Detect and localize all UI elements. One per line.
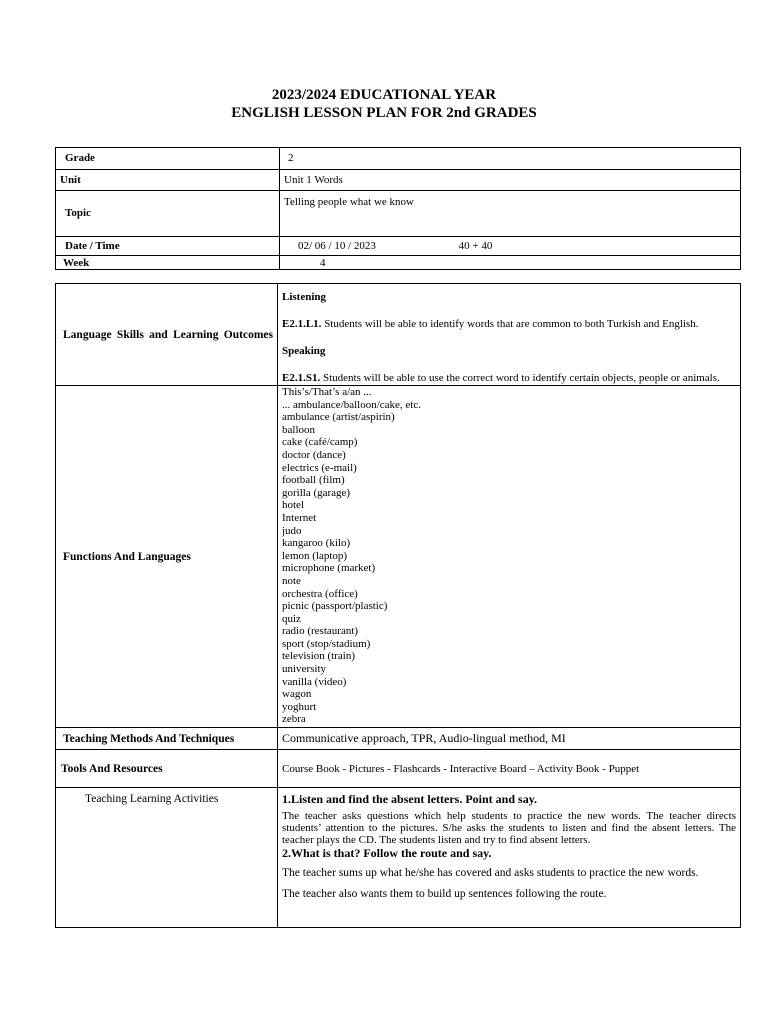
step2-text1: The teacher sums up what he/she has covered and asks students to practice the new words. xyxy=(282,867,699,879)
functions-item: wagon xyxy=(282,688,312,701)
step2-text2: The teacher also wants them to build up sentences following the route. xyxy=(282,888,607,900)
step2-title: 2.What is that? Follow the route and say. xyxy=(282,846,492,860)
functions-item: cake (café/camp) xyxy=(282,436,358,449)
functions-list xyxy=(278,386,741,728)
plan-table xyxy=(55,283,741,928)
skills-label xyxy=(56,284,278,386)
functions-item: ambulance (artist/aspirin) xyxy=(282,411,395,424)
listening-code: E2.1.L1. xyxy=(282,318,322,330)
functions-item: television (train) xyxy=(282,650,356,663)
info-table xyxy=(55,147,741,270)
topic-value: Telling people what we know xyxy=(280,191,741,237)
functions-item: ... ambulance/balloon/cake, etc. xyxy=(282,398,421,411)
functions-item: quiz xyxy=(282,612,301,625)
functions-item: kangaroo (kilo) xyxy=(282,537,351,550)
document-title-line2: ENGLISH LESSON PLAN FOR 2nd GRADES xyxy=(231,105,537,121)
functions-label: Functions And Languages xyxy=(56,386,278,728)
speaking-outcome xyxy=(282,371,736,385)
functions-item: microphone (market) xyxy=(282,562,376,575)
functions-item: hotel xyxy=(282,499,304,512)
functions-item: doctor (dance) xyxy=(282,448,346,461)
functions-item: judo xyxy=(282,524,302,537)
functions-item: lemon (laptop) xyxy=(282,549,348,562)
functions-item: zebra xyxy=(282,713,306,726)
time-value: 40 + 40 xyxy=(458,239,493,252)
functions-item: vanilla (video) xyxy=(282,675,347,688)
functions-item: picnic (passport/plastic) xyxy=(282,600,388,613)
unit-value: Unit 1 Words xyxy=(280,170,741,191)
step1-text: The teacher asks questions which help students to practice the new words. The teacher directs students’ attention to the pictures. S/he asks the students to listen and find the absent letters. The teacher plays the CD. The students listen and try to find absent letters. xyxy=(282,810,736,846)
functions-item: yoghurt xyxy=(282,700,317,713)
functions-item: note xyxy=(282,574,301,587)
methods-value: Communicative approach, TPR, Audio-lingual method, MI xyxy=(278,728,741,750)
functions-item: gorilla (garage) xyxy=(282,486,351,499)
unit-label: Unit xyxy=(56,170,280,191)
functions-item: radio (restaurant) xyxy=(282,625,359,638)
date-value: 02/ 06 / 10 / 2023 xyxy=(298,239,376,252)
tools-label: Tools And Resources xyxy=(56,750,278,788)
grade-value: 2 xyxy=(280,148,741,170)
functions-item: football (film) xyxy=(282,474,345,487)
date-time-cell xyxy=(280,237,741,256)
date-time-label: Date / Time xyxy=(56,237,280,256)
functions-item: orchestra (office) xyxy=(282,587,358,600)
functions-item: This’s/That’s a/an ... xyxy=(282,386,372,398)
skills-label-text: Language Skills and Learning Outcomes xyxy=(63,328,273,341)
functions-item: balloon xyxy=(282,423,315,436)
listening-title: Listening xyxy=(282,291,327,303)
speaking-code: E2.1.S1. xyxy=(282,372,321,384)
week-label: Week xyxy=(56,256,280,270)
methods-label: Teaching Methods And Techniques xyxy=(56,728,278,750)
listening-outcome xyxy=(282,317,736,331)
activities-label: Teaching Learning Activities xyxy=(56,788,278,928)
functions-item: university xyxy=(282,663,326,676)
tools-value: Course Book - Pictures - Flashcards - Interactive Board – Activity Book - Puppet xyxy=(278,750,741,788)
step1-title: 1.Listen and find the absent letters. Point and say. xyxy=(282,792,538,806)
skills-content xyxy=(278,284,741,386)
functions-item: Internet xyxy=(282,511,317,524)
speaking-title: Speaking xyxy=(282,345,326,357)
activities-content xyxy=(278,788,741,928)
functions-item: sport (stop/stadium) xyxy=(282,637,371,650)
grade-label: Grade xyxy=(56,148,280,170)
topic-label: Topic xyxy=(56,191,280,237)
functions-item: electrics (e-mail) xyxy=(282,461,357,474)
document-title-line1: 2023/2024 EDUCATIONAL YEAR xyxy=(271,87,497,103)
listening-text: Students will be able to identify words that are common to both Turkish and English. xyxy=(321,318,699,330)
week-value: 4 xyxy=(280,256,741,270)
speaking-text: Students will be able to use the correct word to identify certain objects, people or animals. xyxy=(320,372,720,384)
